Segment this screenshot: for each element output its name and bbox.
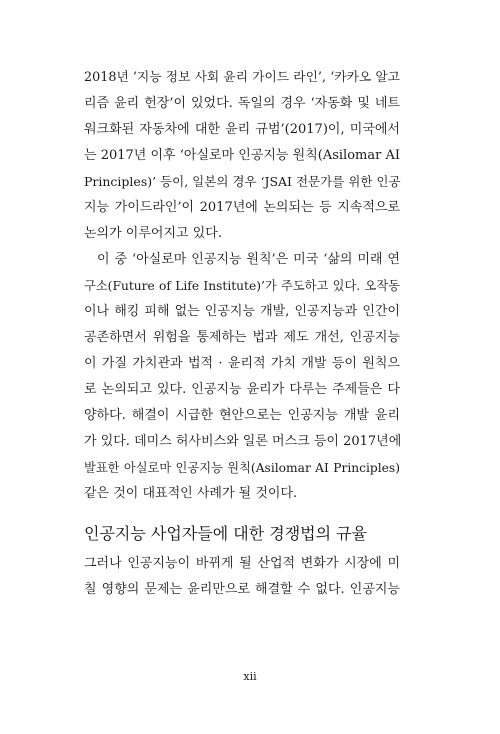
paragraph-line: 그러나 인공지능이 바뀌게 될 산업적 변화가 시장에 미 — [84, 556, 400, 571]
paragraph-line: 가 있다. 데미스 허사비스와 일론 머스크 등이 2017년에 — [84, 434, 402, 449]
paragraph-line: 지능 가이드라인’이 2017년에 논의되는 등 지속적으로 — [84, 200, 400, 215]
paragraph-line: Principles)’ 등이, 일본의 경우 ‘JSAI 전문가를 위한 인공 — [84, 174, 401, 189]
paragraph-line: 워크화된 자동차에 대한 윤리 규범’(2017)이, 미국에서 — [84, 122, 400, 137]
paragraph-line: 구소(Future of Life Institute)’가 주도하고 있다. 오작동 — [84, 279, 400, 293]
paragraph-line: 2018년 ‘지능 정보 사회 윤리 가이드 라인’, ‘카카오 알고 — [84, 70, 400, 85]
paragraph-line: 같은 것이 대표적인 사례가 될 것이다. — [84, 486, 298, 501]
paragraph-line: 는 2017년 이후 ‘아실로마 인공지능 원칙(Asilomar AI — [84, 148, 400, 163]
paragraph-line: 칠 영향의 문제는 윤리만으로 해결할 수 없다. 인공지능 — [84, 582, 400, 597]
page-number: xii — [243, 670, 257, 683]
paragraph-line: 이나 해킹 피해 없는 인공지능 개발, 인공지능과 인간이 — [84, 304, 400, 319]
paragraph-line: 양하다. 해결이 시급한 현안으로는 인공지능 개발 윤리 — [84, 408, 400, 423]
paragraph-line: 이 가질 가치관과 법적 · 윤리적 가치 개발 등이 원칙으 — [84, 356, 400, 371]
paragraph-line: 공존하면서 위험을 통제하는 법과 제도 개선, 인공지능 — [84, 330, 400, 345]
paragraph-line: 로 논의되고 있다. 인공지능 윤리가 다루는 주제들은 다 — [84, 382, 400, 397]
paragraph-line: 논의가 이루어지고 있다. — [84, 226, 222, 241]
section-heading: 인공지능 사업자들에 대한 경쟁법의 규율 — [84, 524, 368, 543]
paragraph-first-line: 이 중 ‘아실로마 인공지능 원칙’은 미국 ‘삶의 미래 연 — [97, 252, 400, 267]
paragraph-line: 리즘 윤리 헌장’이 있었다. 독일의 경우 ‘자동화 및 네트 — [84, 96, 400, 111]
paragraph-line: 발표한 아실로마 인공지능 원칙(Asilomar AI Principles) — [84, 461, 400, 475]
